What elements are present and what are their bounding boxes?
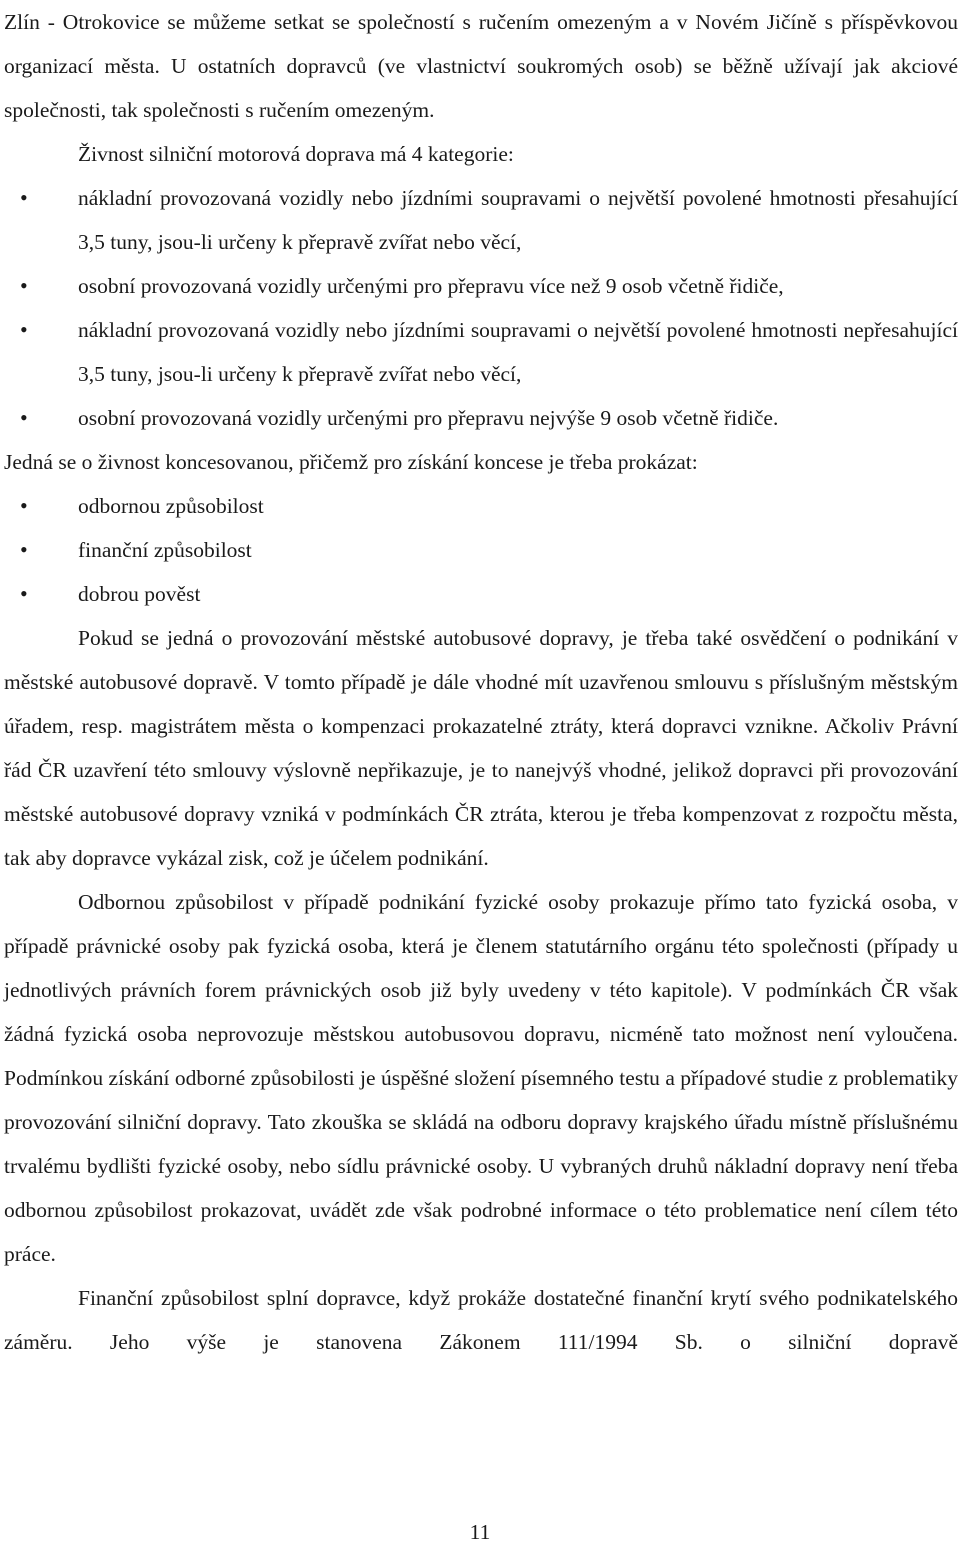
page-number: 11 xyxy=(469,1520,491,1544)
bullet-icon: • xyxy=(20,405,28,430)
category-item xyxy=(4,176,958,264)
bullet-icon: • xyxy=(20,185,28,210)
category-item-text: osobní provozovaná vozidly určenými pro přepravu nejvýše 9 osob včetně řidiče. xyxy=(78,406,779,430)
category-item-text: osobní provozovaná vozidly určenými pro přepravu více než 9 osob včetně řidiče, xyxy=(78,274,784,298)
requirement-item-text: odbornou způsobilost xyxy=(78,494,264,518)
bullet-icon: • xyxy=(20,273,28,298)
category-item-text: nákladní provozovaná vozidly nebo jízdními soupravami o největší povolené hmotnosti nepřesahující 3,5 tuny, jsou-li určeny k přepravě zvířat nebo věcí, xyxy=(78,318,958,386)
categories-list xyxy=(4,176,958,440)
requirements-list xyxy=(4,484,958,616)
bullet-icon: • xyxy=(20,493,28,518)
categories-intro: Živnost silniční motorová doprava má 4 kategorie: xyxy=(78,142,514,166)
paragraph-city-bus: Pokud se jedná o provozování městské autobusové dopravy, je třeba také osvědčení o podnikání v městské autobusové dopravě. V tomto případě je dále vhodné mít uzavřenou smlouvu s příslušným městským úřadem, resp. magistrátem města o kompenzaci prokazatelné ztráty, která dopravci vznikne. Ačkoliv Právní řád ČR uzavření této smlouvy výslovně nepřikazuje, je to nanejvýš vhodné, jelikož dopravci při provozování městské autobusové dopravy vzniká v podmínkách ČR ztráta, kterou je třeba kompenzovat z rozpočtu města, tak aby dopravce vykázal zisk, což je účelem podnikání. xyxy=(4,626,958,870)
requirement-item xyxy=(4,572,958,616)
category-item xyxy=(4,264,958,308)
requirement-item-text: finanční způsobilost xyxy=(78,538,252,562)
bullet-icon: • xyxy=(20,537,28,562)
requirement-item xyxy=(4,528,958,572)
category-item xyxy=(4,308,958,396)
paragraph-professional: Odbornou způsobilost v případě podnikání fyzické osoby prokazuje přímo tato fyzická osoba, v případě právnické osoby pak fyzická osoba, která je členem statutárního orgánu této společnosti (případy u jednotlivých právních forem právnických osob již byly uvedeny v této kapitole). V podmínkách ČR však žádná fyzická osoba neprovozuje městskou autobusovou dopravu, nicméně tato možnost není vyloučena. Podmínkou získání odborné způsobilosti je úspěšné složení písemného testu a případové studie z problematiky provozování silniční dopravy. Tato zkouška se skládá na odboru dopravy krajského úřadu místně příslušnému trvalému bydlišti fyzické osoby, nebo sídlu právnické osoby. U vybraných druhů nákladní dopravy není třeba odbornou způsobilost prokazovat, uvádět zde však podrobné informace o této problematice není cílem této práce. xyxy=(4,890,958,1266)
requirement-item-text: dobrou pověst xyxy=(78,582,201,606)
category-item-text: nákladní provozovaná vozidly nebo jízdními soupravami o největší povolené hmotnosti přesahující 3,5 tuny, jsou-li určeny k přepravě zvířat nebo věcí, xyxy=(78,186,958,254)
paragraph-financial: Finanční způsobilost splní dopravce, když prokáže dostatečné finanční krytí svého podnikatelského záměru. Jeho výše je stanovena Zákonem 111/1994 Sb. o silniční dopravě xyxy=(4,1286,958,1354)
bullet-icon: • xyxy=(20,317,28,342)
document-page xyxy=(4,0,958,1364)
bullet-icon: • xyxy=(20,581,28,606)
paragraph-top: Zlín - Otrokovice se můžeme setkat se společností s ručením omezeným a v Novém Jičíně s příspěvkovou organizací města. U ostatních dopravců (ve vlastnictví soukromých osob) se běžně užívají jak akciové společnosti, tak společnosti s ručením omezeným. xyxy=(4,10,958,122)
license-intro: Jedná se o živnost koncesovanou, přičemž pro získání koncese je třeba prokázat: xyxy=(4,450,698,474)
category-item xyxy=(4,396,958,440)
requirement-item xyxy=(4,484,958,528)
